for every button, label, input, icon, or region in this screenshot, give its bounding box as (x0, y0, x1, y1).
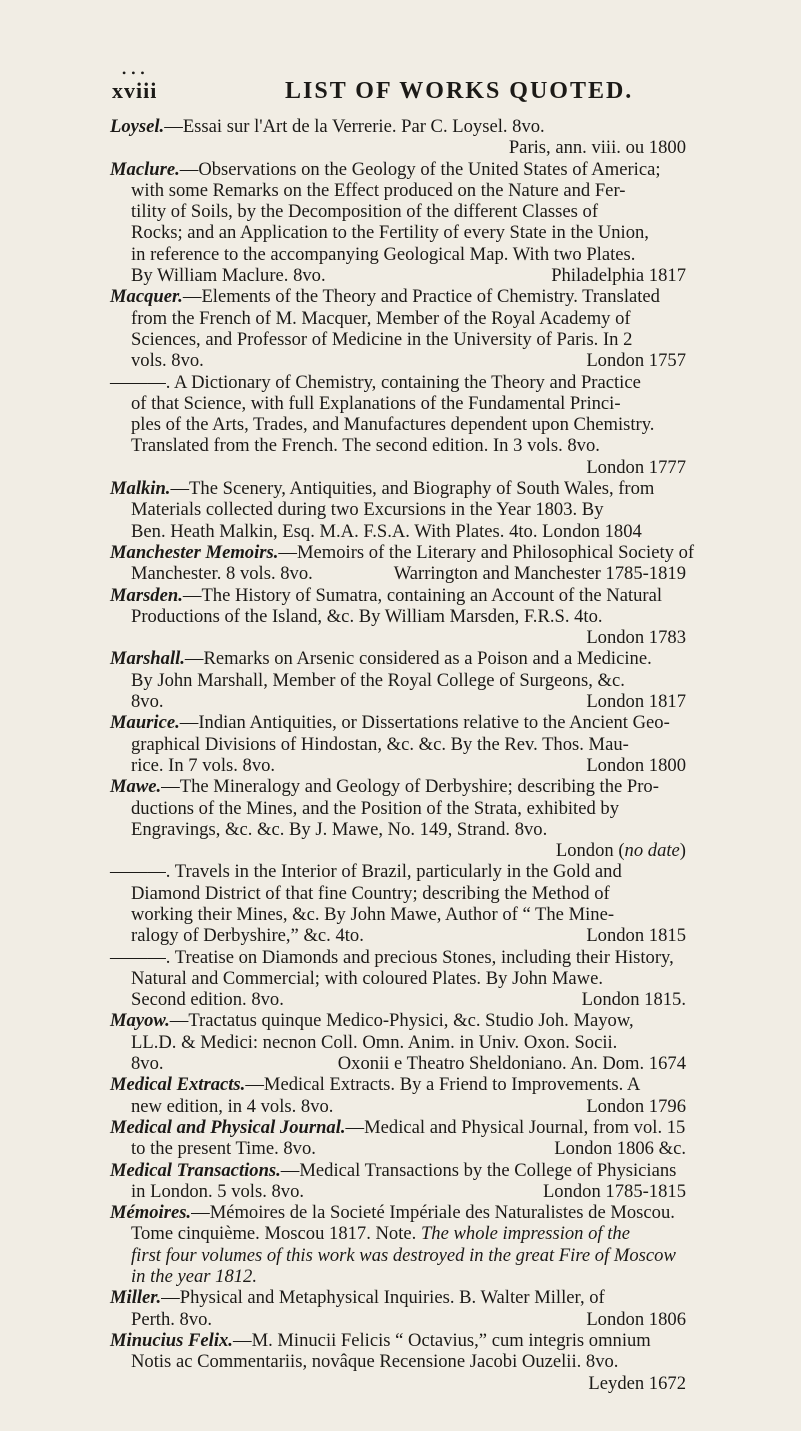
line-text (110, 1096, 333, 1117)
line-text (110, 244, 635, 265)
line-text (110, 1074, 640, 1095)
entry-line (110, 1138, 690, 1159)
line-text (110, 1351, 618, 1372)
entry-line (110, 585, 690, 606)
entry-key: Macquer. (110, 286, 183, 308)
entry-imprint: Leyden 1672 (588, 1372, 686, 1394)
entry-imprint: London 1806 &c. (554, 1138, 686, 1160)
entry-key: Minucius Felix. (110, 1329, 233, 1351)
entry-text: —The Scenery, Antiquities, and Biography of South Wales, from (170, 478, 655, 500)
entry-line (110, 691, 690, 712)
entry-line (110, 457, 690, 478)
line-text (110, 947, 674, 968)
entry-line (110, 840, 690, 861)
entry-imprint: Oxonii e Theatro Sheldoniano. An. Dom. 1674 (337, 1053, 686, 1075)
entry-line (110, 627, 690, 648)
bibliography-entry (110, 1160, 690, 1203)
entry-key: Marshall. (110, 648, 185, 670)
line-text (110, 755, 275, 776)
entry-key: Miller. (110, 1287, 162, 1309)
bibliography-entry (110, 541, 695, 585)
line-text (110, 116, 545, 137)
entry-line (110, 947, 690, 968)
entry-text: —Indian Antiquities, or Dissertations relative to the Ancient Geo- (179, 712, 670, 734)
entry-text: —The Mineralogy and Geology of Derbyshire; describing the Pro- (161, 776, 659, 798)
line-text (110, 1010, 634, 1031)
entry-text: from the French of M. Macquer, Member of the Royal Academy of (131, 307, 631, 329)
entry-text: 8vo. (131, 691, 164, 713)
entry-line (110, 541, 695, 563)
line-text (110, 585, 662, 606)
line-text (110, 521, 642, 542)
line-text (110, 1266, 257, 1287)
page-header (50, 66, 750, 118)
entry-line (110, 776, 690, 797)
entry-line (110, 1330, 690, 1351)
entry-line (110, 798, 690, 819)
line-text (110, 478, 654, 499)
entry-line (110, 265, 690, 286)
bibliography-entry (110, 1330, 690, 1394)
entry-line (110, 1032, 690, 1053)
entry-line (110, 435, 690, 456)
entry-key: Mayow. (110, 1010, 170, 1032)
entry-text: ductions of the Mines, and the Position of the Strata, exhibited by (131, 797, 620, 819)
running-title: LIST OF WORKS QUOTED. (285, 78, 634, 104)
entry-line (110, 989, 690, 1010)
entry-text: —Physical and Metaphysical Inquiries. B. Walter Miller, of (161, 1287, 605, 1309)
entry-line (110, 393, 690, 414)
entry-text: —Medical and Physical Journal, from vol. 15 (345, 1116, 686, 1138)
entry-imprint: London 1777 (586, 456, 686, 478)
line-text (110, 1223, 630, 1244)
entry-line (110, 499, 690, 520)
entry-line (110, 1266, 690, 1287)
entry-line (110, 1074, 690, 1095)
line-text (110, 222, 649, 243)
line-text (110, 180, 625, 201)
entry-note: in the year 1812. (131, 1266, 257, 1288)
line-text (110, 308, 631, 329)
entry-text: working their Mines, &c. By John Mawe, Author of “ The Mine- (131, 903, 615, 925)
entry-line (110, 670, 690, 691)
entry-text: graphical Divisions of Hindostan, &c. &c. By the Rev. Thos. Mau- (131, 733, 629, 755)
entry-line (110, 116, 690, 137)
entry-text: of that Science, with full Explanations of the Fundamental Princi- (131, 392, 621, 414)
entry-text: ———. A Dictionary of Chemistry, containing the Theory and Practice (110, 371, 641, 393)
entry-text: —Medical Extracts. By a Friend to Improvements. A (245, 1074, 641, 1096)
entry-line (110, 137, 690, 158)
entry-line (110, 1010, 690, 1031)
entry-line (110, 712, 690, 733)
entry-text: Tome cinquième. Moscou 1817. Note. (131, 1223, 421, 1245)
bibliography-entry (110, 1117, 690, 1160)
line-text (110, 883, 610, 904)
entry-line (110, 329, 690, 350)
bibliography-entry (110, 1074, 690, 1117)
entry-key: Manchester Memoirs. (110, 541, 279, 563)
entry-line (110, 308, 690, 329)
bibliography-entry (110, 1287, 690, 1330)
entry-line (110, 606, 690, 627)
entry-imprint: Paris, ann. viii. ou 1800 (508, 137, 686, 159)
entry-line (110, 1287, 690, 1308)
bibliography-entry (110, 585, 690, 649)
entry-imprint: London 1806 (586, 1308, 686, 1330)
entry-line (110, 286, 690, 307)
entry-text: Translated from the French. The second edition. In 3 vols. 8vo. (131, 435, 600, 457)
entry-text: —Remarks on Arsenic considered as a Poison and a Medicine. (184, 648, 652, 670)
entry-text: ples of the Arts, Trades, and Manufactures dependent upon Chemistry. (131, 414, 655, 436)
bibliography-entry (110, 712, 690, 776)
entry-line (110, 1351, 690, 1372)
line-text (110, 606, 603, 627)
entry-text: —Memoirs of the Literary and Philosophical Society of (278, 541, 695, 563)
line-text (110, 776, 659, 797)
entry-imprint: London 1783 (586, 627, 686, 649)
entry-imprint: Philadelphia 1817 (551, 265, 686, 287)
entry-text: —Essai sur l'Art de la Verrerie. Par C. Loysel. 8vo. (164, 116, 545, 137)
bibliography-entry (110, 1010, 690, 1074)
page-number: xviii (112, 78, 158, 103)
entry-key: Medical Transactions. (110, 1159, 281, 1181)
entry-imprint: Warrington and Manchester 1785-1819 (393, 563, 686, 585)
entry-key: Mémoires. (110, 1202, 192, 1224)
line-text (110, 435, 600, 456)
entry-line (110, 201, 690, 222)
entry-text: 8vo. (131, 1053, 164, 1075)
line-text (110, 1138, 316, 1159)
line-text (110, 350, 204, 371)
bibliography-entry (110, 648, 690, 712)
entry-text: Sciences, and Professor of Medicine in the University of Paris. In 2 (131, 328, 633, 350)
entry-text: Second edition. 8vo. (131, 989, 284, 1011)
entry-line (110, 883, 690, 904)
entry-text: with some Remarks on the Effect produced on the Nature and Fer- (131, 179, 626, 201)
entry-text: —Tractatus quinque Medico-Physici, &c. Studio Joh. Mayow, (169, 1010, 634, 1032)
entry-line (110, 1096, 690, 1117)
line-text (110, 329, 632, 350)
line-text (110, 1117, 685, 1138)
entry-text: rice. In 7 vols. 8vo. (131, 754, 276, 776)
line-text (110, 499, 604, 520)
entry-line (110, 861, 690, 882)
entry-key: Malkin. (110, 478, 171, 500)
entry-text: LL.D. & Medici: necnon Coll. Omn. Anim. in Univ. Oxon. Socii. (131, 1031, 618, 1053)
bibliography-entry (110, 116, 690, 159)
entry-imprint: London (no date) (555, 840, 686, 862)
entry-line (110, 521, 690, 542)
line-text (110, 286, 660, 307)
entry-line (110, 478, 690, 499)
entry-key: Medical and Physical Journal. (110, 1116, 346, 1138)
entry-text: Rocks; and an Application to the Fertility of every State in the Union, (131, 222, 649, 244)
entry-imprint: London 1800 (586, 754, 686, 776)
line-text (110, 819, 547, 840)
line-text (110, 1309, 212, 1330)
entry-text: ———. Travels in the Interior of Brazil, particularly in the Gold and (110, 861, 622, 883)
entry-line (110, 159, 690, 180)
entry-key: Mawe. (110, 776, 162, 798)
entry-text: Notis ac Commentariis, novâque Recensione Jacobi Ouzelii. 8vo. (131, 1351, 619, 1373)
entry-key: Maurice. (110, 712, 180, 734)
bibliography-list (110, 116, 695, 1394)
entry-key: Marsden. (110, 584, 183, 606)
entry-line (110, 734, 690, 755)
line-text (110, 265, 326, 286)
line-text (110, 393, 621, 414)
bibliography-entry (110, 1202, 690, 1287)
line-text (110, 989, 284, 1010)
ornament-dots: • • • (122, 66, 146, 80)
entry-imprint: London 1757 (586, 350, 686, 372)
line-text (110, 1160, 676, 1181)
entry-text: Manchester. 8 vols. 8vo. (131, 563, 313, 585)
entry-line (110, 372, 690, 393)
entry-line (110, 414, 690, 435)
line-text (110, 670, 625, 691)
entry-text: in reference to the accompanying Geological Map. With two Plates. (131, 243, 636, 265)
entry-line (110, 1160, 690, 1181)
entry-imprint: London 1815 (586, 925, 686, 947)
bibliography-entry (110, 478, 690, 542)
line-text (110, 1202, 675, 1223)
entry-text: —The History of Sumatra, containing an Account of the Natural (182, 584, 663, 606)
entry-line (110, 1223, 690, 1244)
entry-text: in London. 5 vols. 8vo. (131, 1180, 305, 1202)
entry-note: The whole impression of the (420, 1223, 630, 1245)
entry-line (110, 968, 690, 989)
line-text (110, 1053, 164, 1074)
entry-line (110, 1373, 690, 1394)
line-text (110, 542, 694, 563)
entry-text: By William Maclure. 8vo. (131, 265, 326, 287)
entry-line (110, 180, 690, 201)
entry-text: —M. Minucii Felicis “ Octavius,” cum integris omnium (232, 1329, 651, 1351)
entry-line (110, 1117, 690, 1138)
entry-text: new edition, in 4 vols. 8vo. (131, 1095, 334, 1117)
line-text (110, 904, 614, 925)
entry-text: —Elements of the Theory and Practice of Chemistry. Translated (182, 286, 660, 308)
line-text (110, 861, 622, 882)
line-text (110, 414, 654, 435)
entry-imprint: London 1815. (581, 989, 686, 1011)
entry-key: Medical Extracts. (110, 1074, 246, 1096)
entry-key: Maclure. (110, 158, 180, 180)
line-text (110, 201, 598, 222)
entry-text: Materials collected during two Excursions in the Year 1803. By (131, 499, 604, 521)
entry-text: ———. Treatise on Diamonds and precious Stones, including their History, (110, 946, 674, 968)
entry-line (110, 1245, 690, 1266)
line-text (110, 968, 603, 989)
line-text (110, 798, 619, 819)
entry-key: Loysel. (110, 116, 165, 137)
entry-line (110, 1309, 690, 1330)
entry-line (110, 1202, 690, 1223)
line-text (110, 691, 164, 712)
line-text (110, 648, 652, 669)
line-text (110, 1245, 676, 1266)
entry-line (110, 819, 690, 840)
entry-text: ralogy of Derbyshire,” &c. 4to. (131, 925, 364, 947)
entry-line (110, 648, 690, 669)
entry-line (110, 904, 690, 925)
line-text (110, 1032, 617, 1053)
bibliography-entry (110, 159, 690, 287)
entry-imprint: London 1817 (586, 691, 686, 713)
line-text (110, 1181, 304, 1202)
entry-text: —Medical Transactions by the College of Physicians (280, 1159, 677, 1181)
line-text (110, 372, 641, 393)
bibliography-entry (110, 776, 690, 1010)
line-text (110, 1330, 651, 1351)
entry-text: —Observations on the Geology of the United States of America; (179, 158, 661, 180)
entry-text: to the present Time. 8vo. (131, 1138, 316, 1160)
entry-text: Diamond District of that fine Country; describing the Method of (131, 882, 610, 904)
line-text (110, 1287, 605, 1308)
line-text (110, 563, 313, 584)
bibliography-entry (110, 286, 690, 478)
entry-line (110, 222, 690, 243)
entry-text: By John Marshall, Member of the Royal College of Surgeons, &c. (131, 669, 625, 691)
entry-note: first four volumes of this work was destroyed in the great Fire of Moscow (131, 1244, 676, 1266)
entry-line (110, 1181, 690, 1202)
entry-imprint: London 1785-1815 (542, 1180, 686, 1202)
entry-line (110, 350, 690, 371)
entry-text: vols. 8vo. (131, 350, 204, 372)
line-text (110, 925, 364, 946)
entry-text: tility of Soils, by the Decomposition of the different Classes of (131, 201, 599, 223)
entry-text: —Mémoires de la Societé Impériale des Naturalistes de Moscou. (191, 1202, 675, 1224)
entry-text: Engravings, &c. &c. By J. Mawe, No. 149, Strand. 8vo. (131, 818, 548, 840)
entry-text: Perth. 8vo. (131, 1308, 213, 1330)
entry-text: Natural and Commercial; with coloured Plates. By John Mawe. (131, 967, 603, 989)
line-text (110, 712, 670, 733)
entry-line (110, 755, 690, 776)
entry-line (110, 563, 690, 584)
entry-line (110, 925, 690, 946)
entry-text: Productions of the Island, &c. By William Marsden, F.R.S. 4to. (131, 605, 603, 627)
entry-text: Ben. Heath Malkin, Esq. M.A. F.S.A. With Plates. 4to. London 1804 (131, 520, 642, 542)
line-text (110, 734, 629, 755)
entry-imprint: London 1796 (586, 1095, 686, 1117)
entry-line (110, 1053, 690, 1074)
entry-line (110, 244, 690, 265)
line-text (110, 159, 660, 180)
